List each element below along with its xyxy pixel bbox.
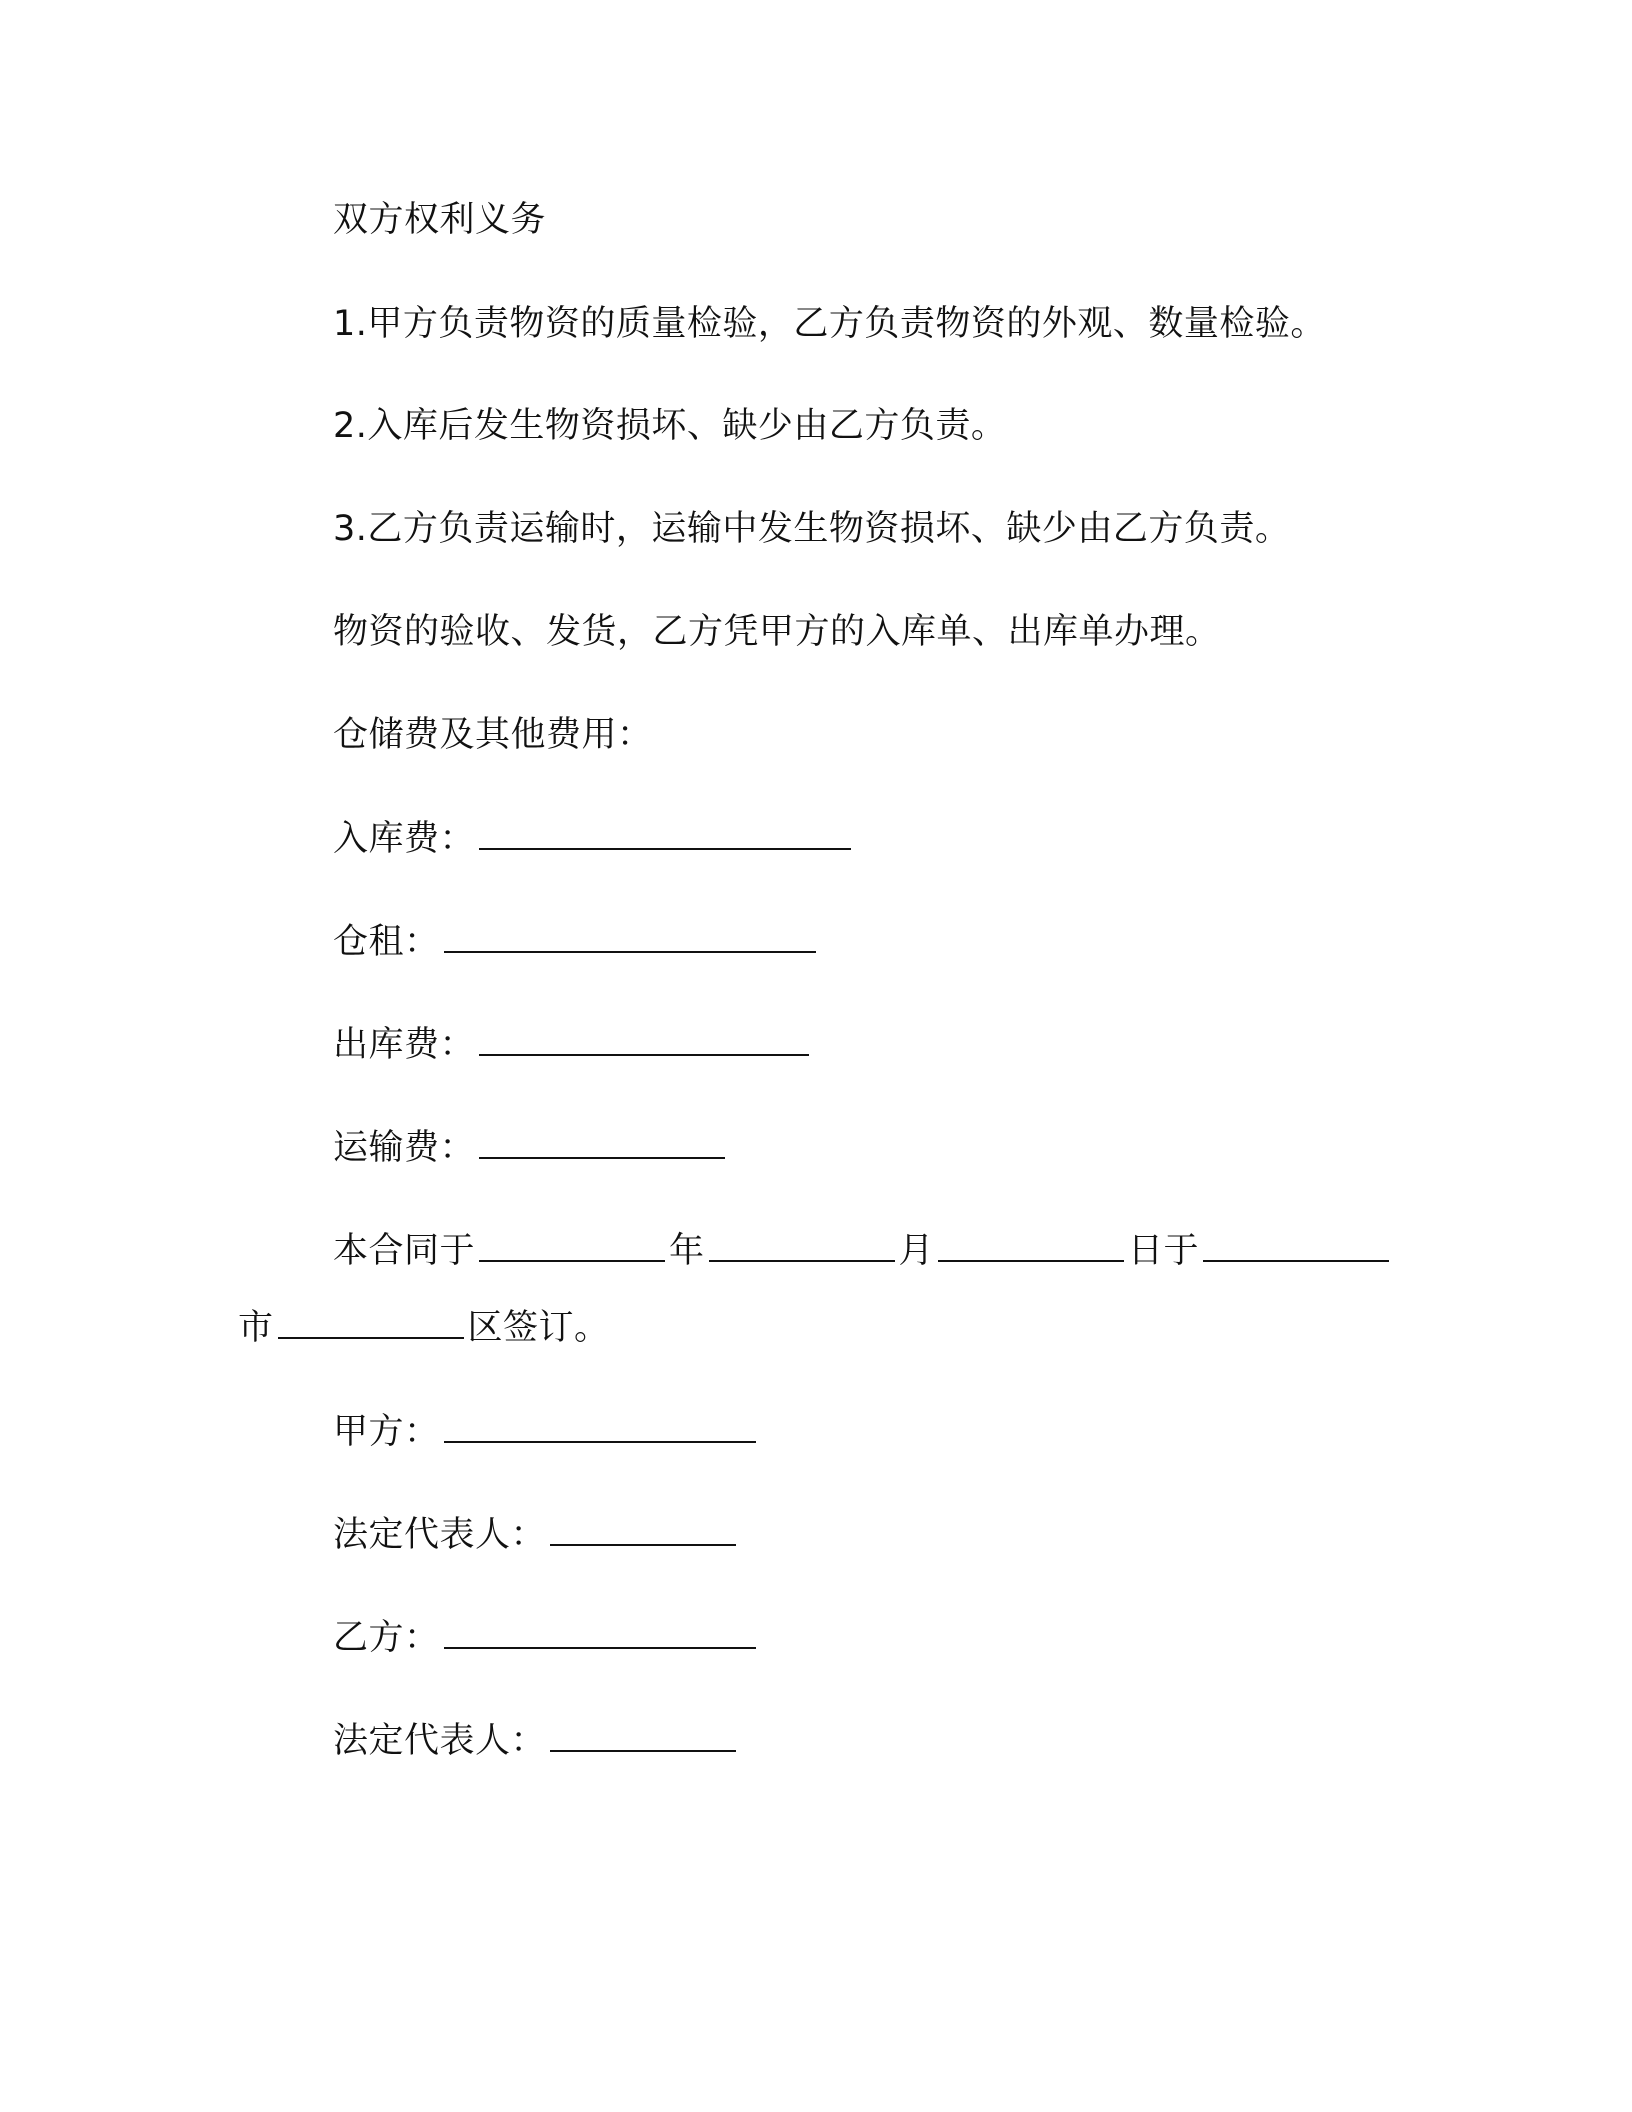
transport-fee-label: 运输费： <box>333 1128 476 1168</box>
inbound-fee-line <box>333 814 855 863</box>
signing-year-label: 年 <box>669 1231 705 1271</box>
outbound-fee-blank[interactable] <box>479 1020 809 1056</box>
transport-fee-line <box>333 1123 729 1172</box>
signing-year-blank[interactable] <box>479 1226 665 1262</box>
signing-line-1 <box>333 1226 1393 1275</box>
signing-line-2 <box>238 1303 610 1352</box>
signing-district-label: 区签订。 <box>467 1308 610 1348</box>
signing-district-blank[interactable] <box>278 1303 464 1339</box>
inbound-fee-blank[interactable] <box>479 814 851 850</box>
signing-month-label: 月 <box>898 1231 935 1271</box>
inbound-fee-label: 入库费： <box>333 819 476 859</box>
rent-blank[interactable] <box>444 917 816 953</box>
section-heading: 双方权利义务 <box>333 200 547 240</box>
transport-fee-blank[interactable] <box>479 1123 725 1159</box>
signing-place-blank[interactable] <box>1203 1226 1389 1262</box>
fees-heading: 仓储费及其他费用： <box>333 715 653 755</box>
clause-item-2: 2.入库后发生物资损坏、缺少由乙方负责。 <box>333 406 1007 446</box>
signing-day-blank[interactable] <box>938 1226 1124 1262</box>
rep-a-line <box>333 1510 740 1559</box>
signing-month-blank[interactable] <box>709 1226 895 1262</box>
rent-label: 仓租： <box>333 922 440 962</box>
rent-line <box>333 917 820 966</box>
clause-item-1: 1.甲方负责物资的质量检验，乙方负责物资的外观、数量检验。 <box>333 304 1326 344</box>
outbound-fee-line <box>333 1020 813 1069</box>
signing-day-label: 日于 <box>1128 1231 1200 1271</box>
rep-b-blank[interactable] <box>550 1716 736 1752</box>
rep-b-label: 法定代表人： <box>333 1721 547 1761</box>
signing-city-label: 市 <box>238 1308 274 1348</box>
party-a-label: 甲方： <box>333 1412 440 1452</box>
party-a-blank[interactable] <box>444 1407 756 1443</box>
party-a-line <box>333 1407 760 1456</box>
party-b-blank[interactable] <box>444 1613 756 1649</box>
signing-prefix: 本合同于 <box>333 1231 476 1271</box>
rep-b-line <box>333 1716 740 1765</box>
rep-a-label: 法定代表人： <box>333 1515 547 1555</box>
party-b-line <box>333 1613 760 1662</box>
outbound-fee-label: 出库费： <box>333 1025 476 1065</box>
party-b-label: 乙方： <box>333 1618 440 1658</box>
clause-item-3: 3.乙方负责运输时，运输中发生物资损坏、缺少由乙方负责。 <box>333 509 1291 549</box>
rep-a-blank[interactable] <box>550 1510 736 1546</box>
receipt-note: 物资的验收、发货，乙方凭甲方的入库单、出库单办理。 <box>333 612 1221 652</box>
